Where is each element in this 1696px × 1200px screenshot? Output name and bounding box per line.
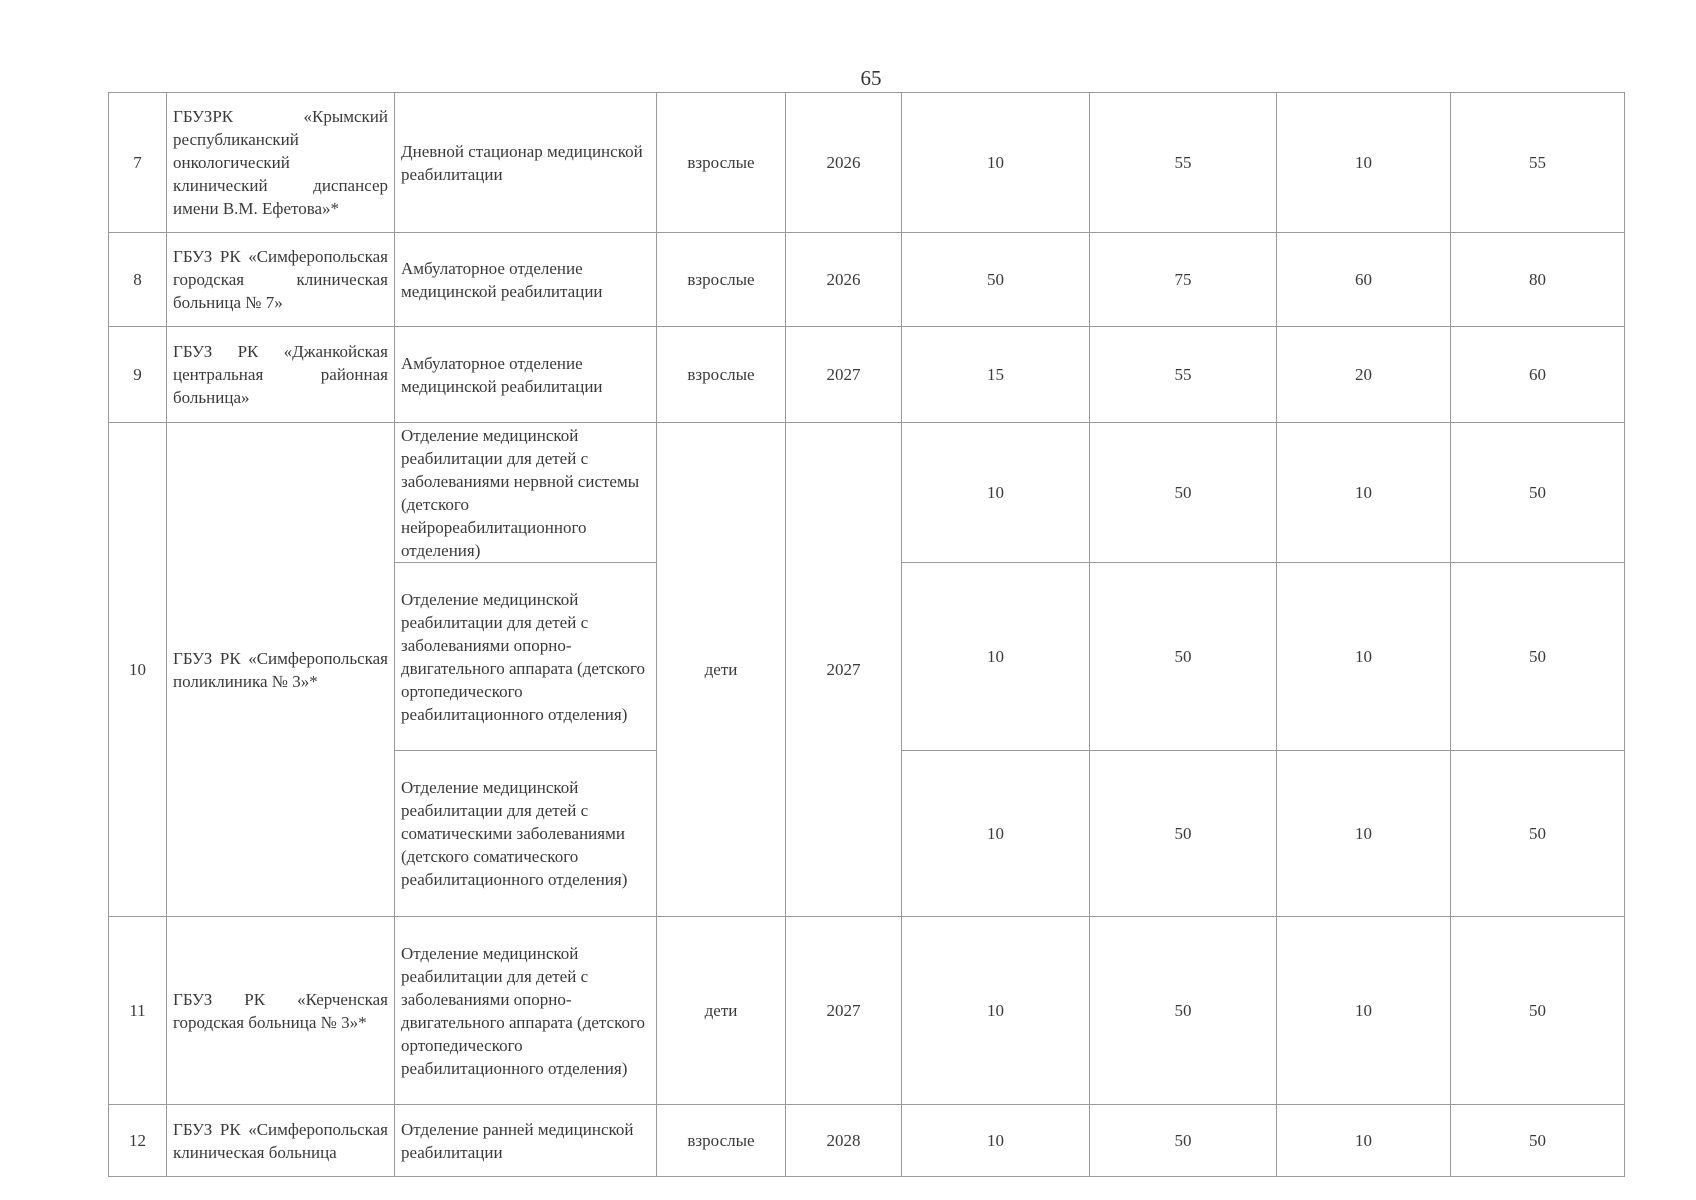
value-4: 80 bbox=[1451, 233, 1625, 327]
organization-name: ГБУЗ РК «Керченская городская больница № 3»* bbox=[167, 917, 395, 1105]
unit-name: Отделение ранней медицинской реабилитации bbox=[395, 1105, 657, 1177]
value-3: 10 bbox=[1277, 423, 1451, 563]
value-2: 75 bbox=[1090, 233, 1277, 327]
value-4: 60 bbox=[1451, 327, 1625, 423]
value-2: 50 bbox=[1090, 423, 1277, 563]
organization-name: ГБУЗ РК «Симферопольская клиническая больница bbox=[167, 1105, 395, 1177]
value-1: 10 bbox=[902, 93, 1090, 233]
page-number: 65 bbox=[860, 66, 882, 90]
value-1: 50 bbox=[902, 233, 1090, 327]
row-number: 10 bbox=[109, 423, 167, 917]
patient-group: взрослые bbox=[657, 233, 786, 327]
year: 2026 bbox=[786, 233, 902, 327]
value-1: 10 bbox=[902, 563, 1090, 751]
patient-group: взрослые bbox=[657, 327, 786, 423]
value-2: 50 bbox=[1090, 1105, 1277, 1177]
year: 2027 bbox=[786, 917, 902, 1105]
unit-name: Дневной стационар медицинской реабилитации bbox=[395, 93, 657, 233]
unit-name: Отделение медицинской реабилитации для детей с заболеваниями нервной системы (детского нейрореабилитационного отделения) bbox=[395, 423, 657, 563]
patient-group: взрослые bbox=[657, 1105, 786, 1177]
unit-name: Амбулаторное отделение медицинской реабилитации bbox=[395, 233, 657, 327]
table-row bbox=[109, 327, 1625, 423]
value-4: 50 bbox=[1451, 917, 1625, 1105]
value-1: 10 bbox=[902, 1105, 1090, 1177]
unit-name: Отделение медицинской реабилитации для детей с соматическими заболеваниями (детского соматического реабилитационного отделения) bbox=[395, 751, 657, 917]
table-row bbox=[109, 93, 1625, 233]
value-1: 15 bbox=[902, 327, 1090, 423]
row-number: 12 bbox=[109, 1105, 167, 1177]
row-number: 11 bbox=[109, 917, 167, 1105]
value-3: 20 bbox=[1277, 327, 1451, 423]
value-3: 60 bbox=[1277, 233, 1451, 327]
value-3: 10 bbox=[1277, 1105, 1451, 1177]
patient-group: дети bbox=[657, 423, 786, 917]
year: 2027 bbox=[786, 423, 902, 917]
patient-group: дети bbox=[657, 917, 786, 1105]
patient-group: взрослые bbox=[657, 93, 786, 233]
table-row bbox=[109, 1105, 1625, 1177]
row-number: 8 bbox=[109, 233, 167, 327]
unit-name: Отделение медицинской реабилитации для детей с заболеваниями опорно-двигательного аппарата (детского ортопедического реабилитационного отделения) bbox=[395, 563, 657, 751]
value-4: 50 bbox=[1451, 423, 1625, 563]
value-3: 10 bbox=[1277, 917, 1451, 1105]
value-2: 55 bbox=[1090, 327, 1277, 423]
value-2: 50 bbox=[1090, 563, 1277, 751]
year: 2027 bbox=[786, 327, 902, 423]
value-3: 10 bbox=[1277, 751, 1451, 917]
value-3: 10 bbox=[1277, 93, 1451, 233]
organization-name: ГБУЗ РК «Джанкойская центральная районная больница» bbox=[167, 327, 395, 423]
value-4: 50 bbox=[1451, 1105, 1625, 1177]
value-1: 10 bbox=[902, 423, 1090, 563]
table-row bbox=[109, 917, 1625, 1105]
year: 2026 bbox=[786, 93, 902, 233]
value-2: 50 bbox=[1090, 917, 1277, 1105]
value-4: 50 bbox=[1451, 751, 1625, 917]
value-4: 50 bbox=[1451, 563, 1625, 751]
unit-name: Амбулаторное отделение медицинской реабилитации bbox=[395, 327, 657, 423]
organization-name: ГБУЗ РК «Симферопольская городская клиническая больница № 7» bbox=[167, 233, 395, 327]
row-number: 7 bbox=[109, 93, 167, 233]
value-1: 10 bbox=[902, 751, 1090, 917]
year: 2028 bbox=[786, 1105, 902, 1177]
value-1: 10 bbox=[902, 917, 1090, 1105]
row-number: 9 bbox=[109, 327, 167, 423]
organization-name: ГБУЗ РК «Симферопольская поликлиника № 3»* bbox=[167, 423, 395, 917]
unit-name: Отделение медицинской реабилитации для детей с заболеваниями опорно-двигательного аппарата (детского ортопедического реабилитационного отделения) bbox=[395, 917, 657, 1105]
table-row bbox=[109, 423, 1625, 563]
table-row bbox=[109, 233, 1625, 327]
value-2: 50 bbox=[1090, 751, 1277, 917]
rehabilitation-units-table bbox=[108, 92, 1625, 1177]
organization-name: ГБУЗРК «Крымский республиканский онкологический клинический диспансер имени В.М. Ефетова»* bbox=[167, 93, 395, 233]
value-4: 55 bbox=[1451, 93, 1625, 233]
value-3: 10 bbox=[1277, 563, 1451, 751]
value-2: 55 bbox=[1090, 93, 1277, 233]
